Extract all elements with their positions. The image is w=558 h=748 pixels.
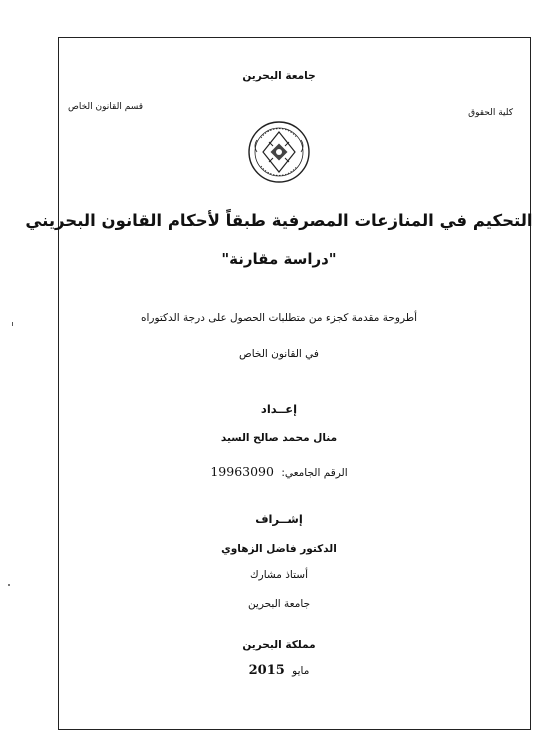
supervisor-rank: أستاذ مشارك <box>249 569 308 581</box>
student-id-label: الرقم الجامعي: <box>281 467 348 479</box>
student-id-line <box>0 464 558 479</box>
month: مايو <box>292 665 310 677</box>
year: 2015 <box>248 663 285 678</box>
supervisor-name: الدكتور فاضل الزهاوي <box>221 543 337 555</box>
university-of-bahrain-emblem-icon <box>247 120 311 184</box>
scan-mark <box>8 584 10 586</box>
thesis-statement: أطروحة مقدمة كجزء من متطلبات الحصول على درجة الدكتوراه <box>140 312 418 324</box>
date-line <box>0 663 558 678</box>
thesis-subtitle: "دراسة مقارنة" <box>221 250 337 268</box>
author-name: منال محمد صالح السيد <box>220 432 338 444</box>
prepared-heading: إعــداد <box>260 402 298 416</box>
thesis-field: في القانون الخاص <box>239 348 319 360</box>
supervision-heading: إشــراف <box>255 512 303 526</box>
college-name: كلية الحقوق <box>468 108 513 118</box>
university-name: جامعة البحرين <box>242 70 316 82</box>
thesis-title: التحكيم في المنازعات المصرفية طبقاً لأحكام القانون البحريني <box>25 211 533 230</box>
supervisor-affiliation: جامعة البحرين <box>247 598 311 610</box>
country-name: مملكة البحرين <box>242 639 316 651</box>
student-id-value: 19963090 <box>210 464 274 479</box>
department-name: قسم القانون الخاص <box>68 102 144 112</box>
